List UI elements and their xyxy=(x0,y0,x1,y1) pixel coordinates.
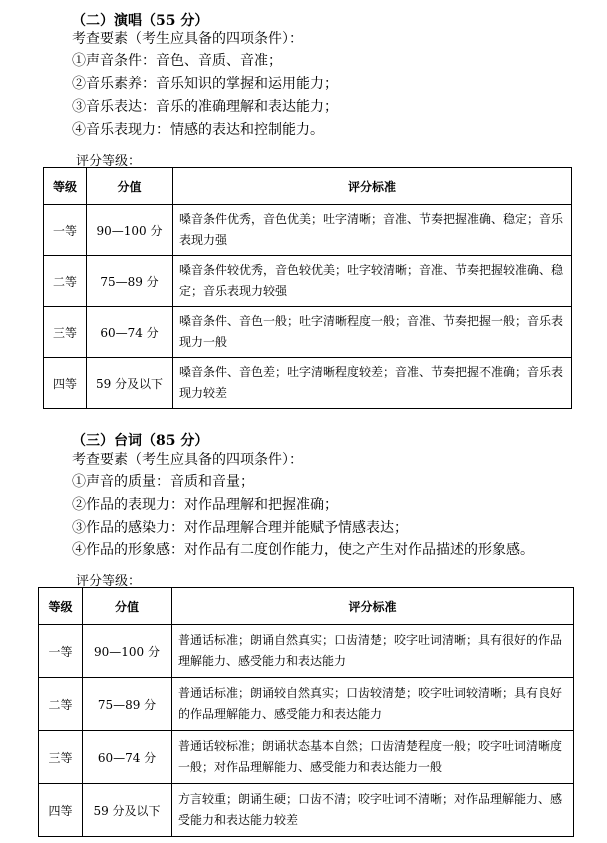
section2-score-table xyxy=(43,167,572,409)
cell-level: 一等 xyxy=(44,205,87,256)
table-row xyxy=(44,307,572,358)
table-row xyxy=(44,205,572,256)
cell-criteria: 普通话标准；朗诵较自然真实；口齿较清楚；咬字吐词较清晰；具有良好的作品理解能力、感受能力和表达能力 xyxy=(172,678,574,731)
section2-heading: （二）演唱（55 分） xyxy=(72,13,209,29)
section3-item: ②作品的表现力：对作品理解和把握准确； xyxy=(72,497,338,513)
table-row xyxy=(44,358,572,409)
section3-grade-label: 评分等级： xyxy=(76,574,142,589)
table-row xyxy=(39,678,574,731)
section3-score-table xyxy=(38,587,574,837)
cell-score: 60—74 分 xyxy=(83,731,172,784)
header-level: 等级 xyxy=(44,168,87,205)
cell-level: 三等 xyxy=(44,307,87,358)
header-score: 分值 xyxy=(83,588,172,625)
cell-criteria: 嗓音条件较优秀，音色较优美；吐字较清晰；音准、节奏把握较准确、稳定；音乐表现力较强 xyxy=(173,256,572,307)
header-level: 等级 xyxy=(39,588,83,625)
table-header-row xyxy=(39,588,574,625)
section3-item: ④作品的形象感：对作品有二度创作能力，使之产生对作品描述的形象感。 xyxy=(72,542,534,558)
table-row xyxy=(39,784,574,837)
cell-criteria: 普通话标准；朗诵自然真实；口齿清楚；咬字吐词清晰；具有很好的作品理解能力、感受能力和表达能力 xyxy=(172,625,574,678)
section2-item: ①声音条件：音色、音质、音准； xyxy=(72,53,282,69)
section3-item: ③作品的感染力：对作品理解合理并能赋予情感表达； xyxy=(72,520,408,536)
section3-heading: （三）台词（85 分） xyxy=(72,433,209,449)
section2-grade-label: 评分等级： xyxy=(76,154,142,169)
cell-level: 二等 xyxy=(44,256,87,307)
header-criteria: 评分标准 xyxy=(173,168,572,205)
cell-score: 90—100 分 xyxy=(87,205,173,256)
cell-score: 60—74 分 xyxy=(87,307,173,358)
cell-score: 59 分及以下 xyxy=(83,784,172,837)
section2-item: ④音乐表现力：情感的表达和控制能力。 xyxy=(72,122,324,138)
table-row xyxy=(39,731,574,784)
table-row xyxy=(44,256,572,307)
cell-criteria: 方言较重；朗诵生硬；口齿不清；咬字吐词不清晰；对作品理解能力、感受能力和表达能力较差 xyxy=(172,784,574,837)
section3-item: ①声音的质量：音质和音量； xyxy=(72,474,254,490)
cell-criteria: 嗓音条件、音色差；吐字清晰程度较差；音准、节奏把握不准确；音乐表现力较差 xyxy=(173,358,572,409)
section3-intro: 考查要素（考生应具备的四项条件）： xyxy=(72,452,303,468)
cell-level: 三等 xyxy=(39,731,83,784)
section2-item: ②音乐素养：音乐知识的掌握和运用能力； xyxy=(72,76,338,92)
cell-score: 90—100 分 xyxy=(83,625,172,678)
header-criteria: 评分标准 xyxy=(172,588,574,625)
header-score: 分值 xyxy=(87,168,173,205)
cell-score: 75—89 分 xyxy=(87,256,173,307)
section2-item: ③音乐表达：音乐的准确理解和表达能力； xyxy=(72,99,338,115)
cell-level: 四等 xyxy=(39,784,83,837)
cell-score: 75—89 分 xyxy=(83,678,172,731)
cell-score: 59 分及以下 xyxy=(87,358,173,409)
cell-criteria: 嗓音条件优秀，音色优美；吐字清晰；音准、节奏把握准确、稳定；音乐表现力强 xyxy=(173,205,572,256)
cell-criteria: 普通话较标准；朗诵状态基本自然；口齿清楚程度一般；咬字吐词清晰度一般；对作品理解能力、感受能力和表达能力一般 xyxy=(172,731,574,784)
cell-criteria: 嗓音条件、音色一般；吐字清晰程度一般；音准、节奏把握一般；音乐表现力一般 xyxy=(173,307,572,358)
cell-level: 一等 xyxy=(39,625,83,678)
section2-intro: 考查要素（考生应具备的四项条件）： xyxy=(72,31,303,47)
cell-level: 四等 xyxy=(44,358,87,409)
table-header-row xyxy=(44,168,572,205)
table-row xyxy=(39,625,574,678)
cell-level: 二等 xyxy=(39,678,83,731)
